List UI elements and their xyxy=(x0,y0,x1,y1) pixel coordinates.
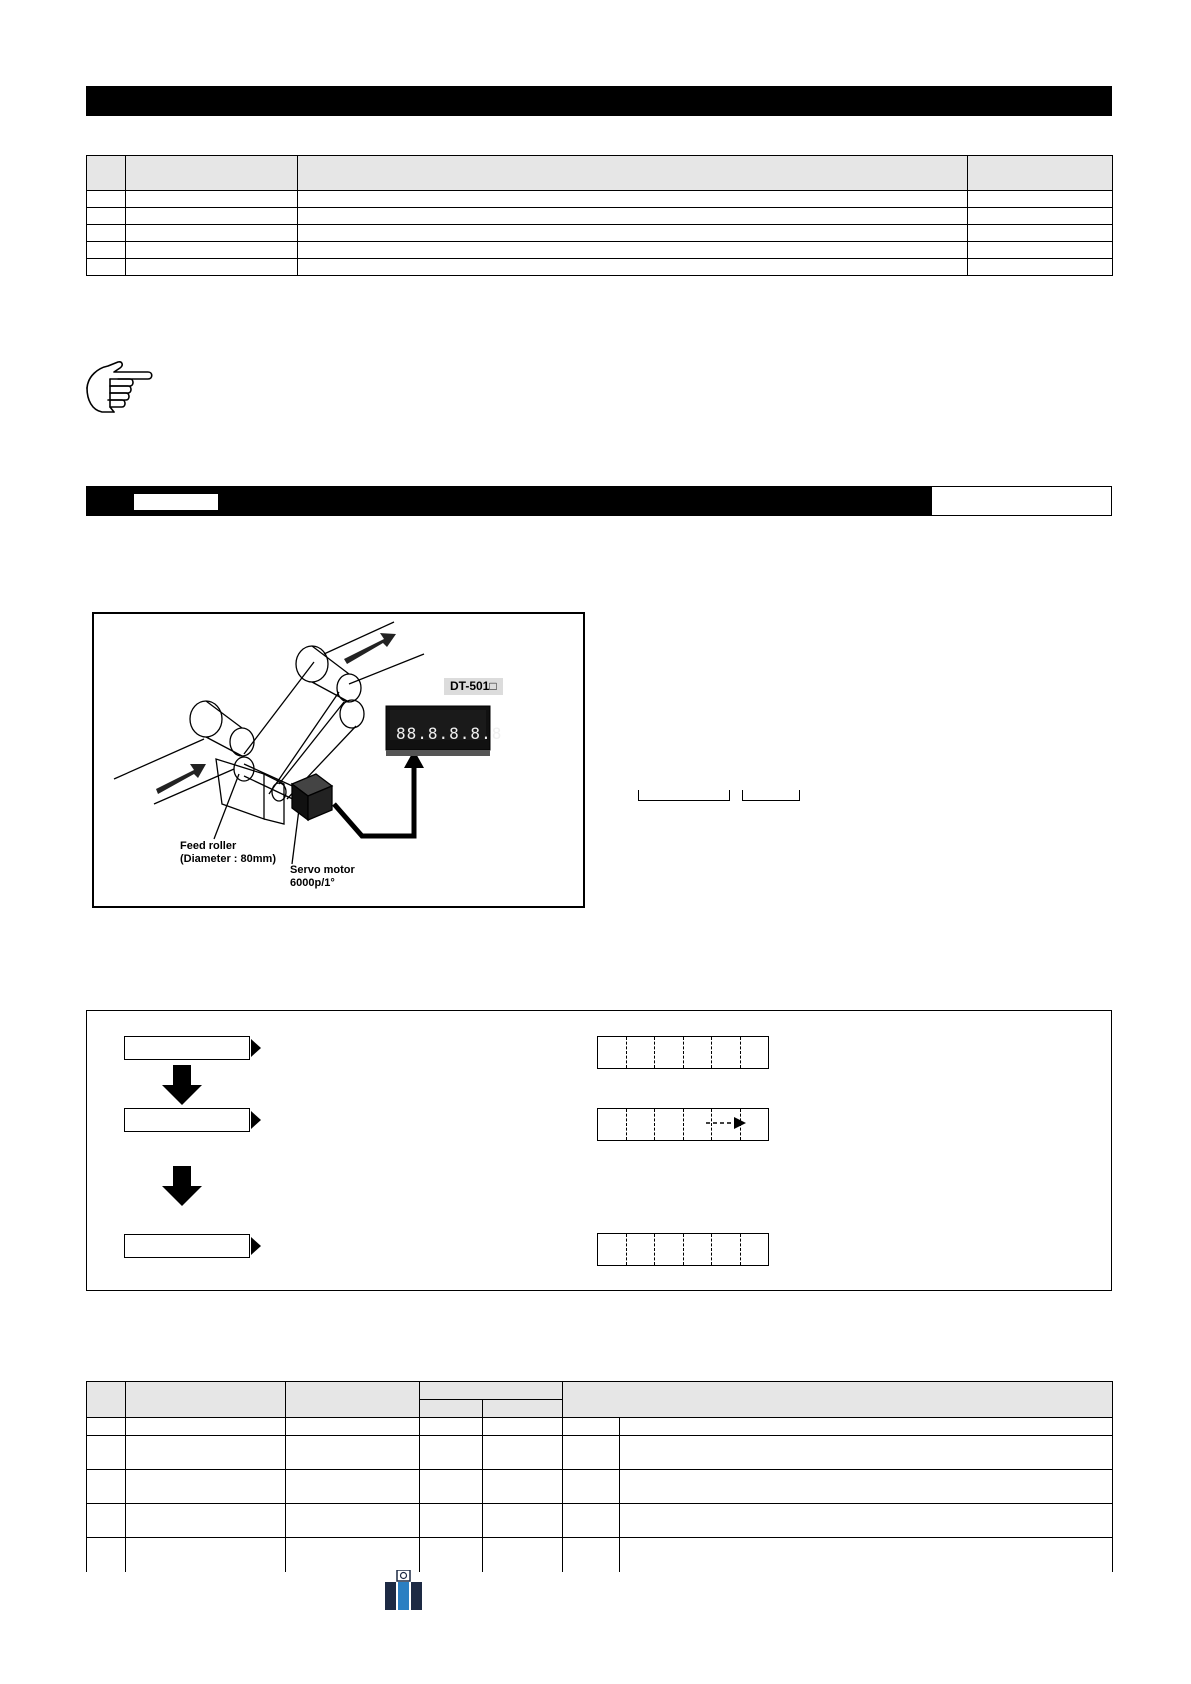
procedure-step-3 xyxy=(124,1234,250,1258)
step-pointer-icon xyxy=(251,1039,261,1057)
table-row xyxy=(87,208,1113,225)
parameter-table-2 xyxy=(86,1381,1113,1572)
table-row xyxy=(87,225,1113,242)
table-row xyxy=(87,1470,1113,1504)
down-arrow-icon xyxy=(162,1065,202,1105)
company-logo-icon xyxy=(382,1570,424,1612)
procedure-step-2 xyxy=(124,1108,250,1132)
feed-roller-label: Feed roller (Diameter : 80mm) xyxy=(180,840,276,865)
counter-display: 88.8.8.8.8 xyxy=(396,724,503,743)
section-header-tag xyxy=(134,494,218,510)
table-row xyxy=(87,242,1113,259)
table-header-row xyxy=(87,1382,1113,1400)
servo-motor-label: Servo motor 6000p/1° xyxy=(290,864,355,889)
header-cell xyxy=(968,156,1113,191)
header-cell xyxy=(126,156,298,191)
down-arrow-icon xyxy=(162,1166,202,1206)
parameter-table-1 xyxy=(86,155,1113,276)
dashed-right-arrow-icon xyxy=(706,1116,746,1130)
underline-bracket xyxy=(742,790,800,801)
step-pointer-icon xyxy=(251,1237,261,1255)
table-row xyxy=(87,1436,1113,1470)
application-figure xyxy=(92,612,585,908)
header-cell xyxy=(298,156,968,191)
setting-procedure-box xyxy=(86,1010,1112,1291)
underline-bracket xyxy=(638,790,730,801)
pointing-hand-icon xyxy=(84,358,154,418)
segment-display-1 xyxy=(597,1036,769,1069)
table-row xyxy=(87,1504,1113,1538)
segment-display-3 xyxy=(597,1233,769,1266)
procedure-step-1 xyxy=(124,1036,250,1060)
table-row xyxy=(87,259,1113,276)
header-cell xyxy=(87,156,126,191)
section-header-bar xyxy=(86,486,1112,516)
table-header-row xyxy=(87,156,1113,191)
table-row xyxy=(87,1418,1113,1436)
step-pointer-icon xyxy=(251,1111,261,1129)
table-row xyxy=(87,191,1113,208)
table-row xyxy=(87,1538,1113,1572)
model-label: DT-501□ xyxy=(444,678,503,695)
page-header-bar xyxy=(86,86,1112,116)
